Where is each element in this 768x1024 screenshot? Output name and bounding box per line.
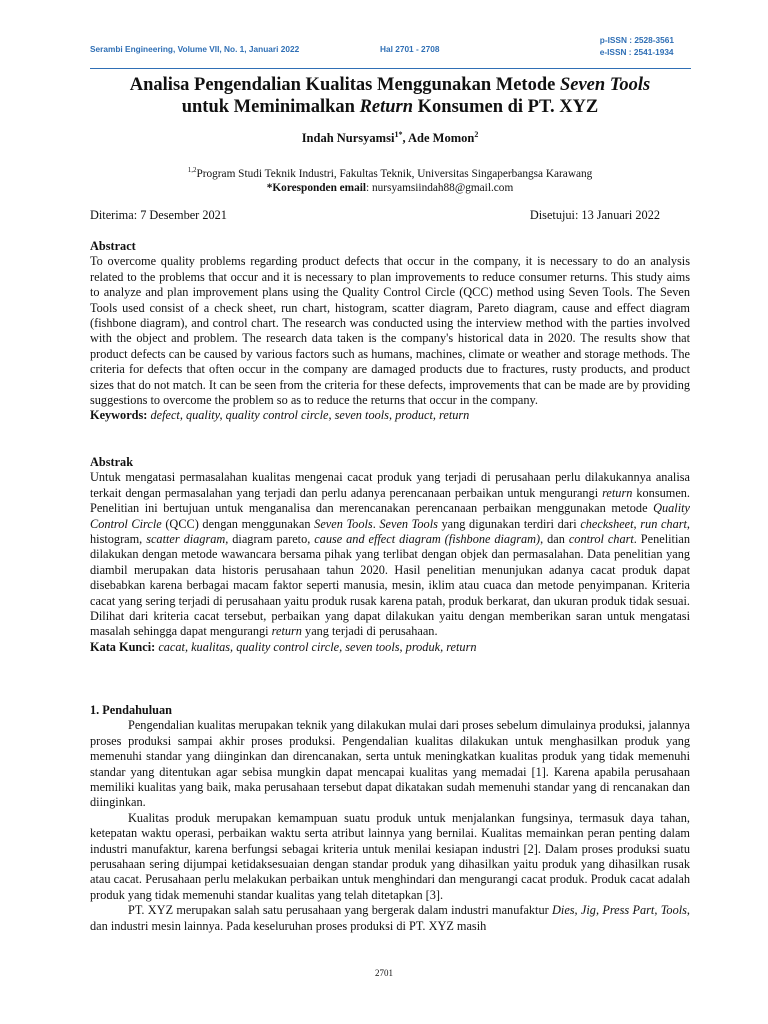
- text-run: , dan: [540, 532, 569, 547]
- author-sup: 2: [474, 130, 479, 139]
- kata-kunci-label: Kata Kunci:: [90, 639, 156, 654]
- italic-run: Seven Tools: [314, 516, 373, 531]
- text-run: konsumen. Penelitian ini bertujuan untuk menganalisa dan merencanakan perencanaan perbaikan menggunakan metode: [90, 485, 690, 516]
- pissn: p-ISSN : 2528-3561: [599, 35, 674, 45]
- italic-run: checksheet, run chart: [580, 516, 687, 531]
- introduction: [90, 703, 690, 934]
- section-heading: 1. Pendahuluan: [90, 703, 173, 717]
- text-run: (QCC) dengan menggunakan: [161, 516, 315, 531]
- italic-run: scatter diagram: [146, 532, 226, 547]
- kata-kunci: [90, 640, 690, 655]
- affiliation: [90, 163, 690, 195]
- header-divider: [90, 68, 691, 69]
- page-range: Hal 2701 - 2708: [380, 44, 440, 54]
- text-run: , histogram,: [90, 516, 690, 547]
- authors: [90, 130, 690, 146]
- accepted-date: Disetujui: 13 Januari 2022: [529, 208, 660, 222]
- text-run: Untuk mengatasi permasalahan kualitas mengenai cacat produk yang terjadi di perusahaan perlu dilakukannya analisa terkait dengan permasalahan yang terjadi dan perlu adanya perencanaan perbaikan untuk mengurangi: [90, 470, 690, 500]
- eissn: e-ISSN : 2541-1934: [599, 47, 674, 57]
- abstract-text: To overcome quality problems regarding product defects that occur in the company, it is necessary to do an analysis related to the problems that occur and it is necessary to plan improvements to reduce consumer returns. This study aims to analyze and plan improvement plans using the Quality Control Circle (QCC) method using Seven Tools. The Seven Tools used consist of a check sheet, run chart, histogram, scatter diagram, Pareto diagram, cause and effect diagram (fishbone diagram), and control chart. The research was conducted using the interview method with the parties involved with the object and problem. The research data taken is the company's historical data in 2020. The results show that product defects can be caused by various factors such as humans, machines, climate or weather and storage methods. The criteria for defects that often occur in the company are damaged products due to fractures, rusty products, and product sizes that do not match. It can be seen from the criteria for these defects, improvements that can be made are by providing suggestions to overcome the problem so as to reduce the returns that occur in the company.: [90, 254, 690, 408]
- abstrak-heading: Abstrak: [90, 455, 134, 469]
- paragraph: Kualitas produk merupakan kemampuan suatu produk untuk menjalankan fungsinya, termasuk daya tahan, ketepatan waktu operasi, perbaikan waktu serta atribut lainnya yang bernilai. Kualitas memainkan peran penting dalam industri manufaktur, karena berfungsi sebagai kriteria untuk menilai kesiapan industri [2]. Dalam proses produksi suatu perusahaan sering dijumpai ketidaksesuaian dengan standar produk yang dihasilkan yaitu produk yang dihasilkan rusak atau cacat. Perusahaan perlu melakukan perbaikan untuk menghindari dan mengurangi cacat produk. Produk cacat adalah produk yang tidak memenuhi standar kualitas yang telah ditetapkan [3].: [90, 810, 690, 902]
- italic-run: return: [602, 485, 633, 500]
- italic-run: Dies, Jig, Press Part, Tools: [552, 903, 687, 918]
- text-run: . Penelitian dilakukan dengan metode wawancara bersama pihak yang terlibat dengan objek dan permasalahan. Data penelitian yang diambil merupakan data historis perusahaan tahun 2020. Hasil penelitian menunjukan adanya cacat produk dapat disebabkan karena berbagai macam faktor seperti manusia, mesin, iklim atau cuaca dan metode penyimpanan. Kriteria cacat yang sering terjadi di perusahaan yaitu produk rusak karena patah, produk berkarat, dan ukuran produk tidak sesuai. Dilihat dari kriteria cacat tersebut, perbaikan yang dapat dilakukan yaitu dengan memberikan saran untuk mengatasi masalah sehingga dapat mengurangi: [90, 532, 690, 639]
- keywords-list: defect, quality, quality control circle, seven tools, product, return: [147, 408, 470, 423]
- author-name: , Ade Momon: [402, 131, 475, 146]
- italic-run: Quality Control Circle: [90, 501, 690, 531]
- text-run: , dan industri mesin lainnya. Pada keseluruhan proses produksi di PT. XYZ masih: [90, 903, 690, 933]
- kata-kunci-list: cacat, kualitas, quality control circle, seven tools, produk, return: [155, 639, 477, 654]
- text-run: PT. XYZ merupakan salah satu perusahaan yang bergerak dalam industri manufaktur: [128, 903, 553, 918]
- abstrak-text: [90, 470, 690, 639]
- abstract-id: [90, 455, 690, 655]
- author-sup: 1*: [394, 130, 403, 139]
- author-name: Indah Nursyamsi: [301, 131, 395, 146]
- italic-run: cause and effect diagram (fishbone diagram): [314, 532, 541, 547]
- title-italic: Return: [359, 97, 414, 117]
- affil-sup: 1,2: [187, 166, 197, 174]
- title-text: Konsumen di PT. XYZ: [413, 97, 599, 117]
- journal-header: [90, 34, 690, 64]
- corr-label: *Koresponden email: [266, 181, 367, 194]
- italic-run: control chart: [568, 532, 634, 547]
- received-date: Diterima: 7 Desember 2021: [90, 208, 227, 222]
- corr-email: : nursyamsiindah88@gmail.com: [366, 181, 514, 194]
- keywords: [90, 408, 690, 423]
- italic-run: return: [271, 624, 302, 639]
- title-text: Analisa Pengendalian Kualitas Menggunakan Metode: [129, 75, 560, 95]
- italic-run: Seven Tools: [379, 516, 438, 531]
- title-text: untuk Meminimalkan: [181, 97, 360, 117]
- abstract-en: [90, 239, 690, 424]
- abstract-heading: Abstract: [90, 239, 136, 253]
- title-italic: Seven Tools: [559, 75, 651, 95]
- text-run: .: [372, 516, 380, 531]
- page-number: 2701: [375, 968, 393, 978]
- journal-citation: Serambi Engineering, Volume VII, No. 1, Januari 2022: [90, 44, 300, 54]
- issn-block: [600, 34, 674, 58]
- keywords-label: Keywords:: [90, 408, 148, 423]
- affil-text: Program Studi Teknik Industri, Fakultas Teknik, Universitas Singaperbangsa Karawang: [196, 167, 593, 180]
- paragraph: Pengendalian kualitas merupakan teknik yang dilakukan mulai dari proses sebelum dimulainya produksi, jalannya proses produksi sampai akhir proses produksi. Pengendalian kualitas dilakukan untuk menghasilkan produk yang memenuhi standar yang diinginkan dan direncanakan, serta untuk meningkatkan kualitas produk yang tidak memenuhi standar yang ditentukan agar sebisa mungkin dapat mencapai kualitas yang memadai [1]. Karena apabila perusahaan memiliki kualitas yang baik, maka perusahaan tersebut dapat dikatakan sudah memenuhi standar yang di rencanakan dan diinginkan.: [90, 718, 690, 810]
- text-run: yang digunakan terdiri dari: [437, 516, 581, 531]
- text-run: , diagram pareto,: [225, 532, 315, 547]
- paragraph: [90, 903, 690, 934]
- text-run: yang terjadi di perusahaan.: [301, 624, 438, 639]
- paper-title: [90, 74, 690, 118]
